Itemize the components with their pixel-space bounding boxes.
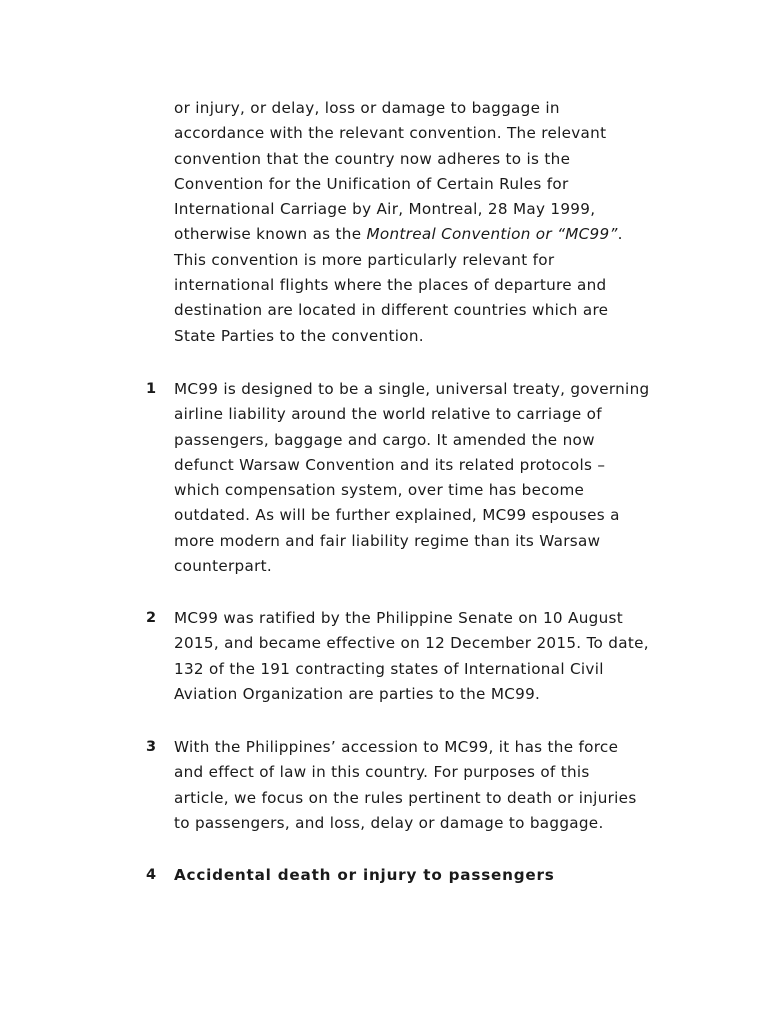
intro-line: international flights where the places of departure and bbox=[174, 276, 607, 295]
intro-line: International Carriage by Air, Montreal, 28 May 1999, bbox=[174, 200, 596, 219]
intro-line-suffix: . bbox=[617, 225, 623, 244]
intro-line: convention that the country now adheres to is the bbox=[174, 149, 571, 168]
paragraph-text: MC99 was ratified by the Philippine Senate on 10 August 2015, and became effective on 12 December 2015. To date, 132 of the 191 contracting states of International Civil Aviation Organization are parties to the MC99. bbox=[174, 609, 649, 703]
intro-line: accordance with the relevant convention. The relevant bbox=[174, 124, 607, 143]
montreal-convention-italic: Montreal Convention or “MC99” bbox=[366, 225, 618, 244]
intro-line: Convention for the Unification of Certain Rules for bbox=[174, 174, 569, 193]
intro-paragraph bbox=[174, 96, 674, 349]
paragraph-number: 1 bbox=[146, 381, 157, 397]
intro-line: or injury, or delay, loss or damage to baggage in bbox=[174, 99, 560, 117]
paragraph-text: With the Philippines’ accession to MC99, it has the force and effect of law in this country. For purposes of this article, we focus on the rules pertinent to death or injuries to passengers, and loss, delay or damage to baggage. bbox=[174, 738, 637, 832]
intro-line: destination are located in different countries which are bbox=[174, 301, 609, 320]
paragraph-number: 4 bbox=[146, 867, 157, 883]
paragraph-text: MC99 is designed to be a single, universal treaty, governing airline liability around the world relative to carriage of passengers, baggage and cargo. It amended the now defunct Warsaw Convention and its related protocols – which compensation system, over time has become outdated. As will be further explained, MC99 espouses a more modern and fair liability regime than its Warsaw counterpart. bbox=[174, 380, 650, 576]
paragraph-number: 3 bbox=[146, 739, 157, 755]
paragraph-number: 2 bbox=[146, 610, 157, 626]
intro-line: This convention is more particularly relevant for bbox=[174, 250, 555, 269]
intro-line: State Parties to the convention. bbox=[174, 326, 424, 345]
section-heading: Accidental death or injury to passengers bbox=[174, 866, 555, 884]
intro-line-prefix: otherwise known as the bbox=[174, 225, 367, 244]
